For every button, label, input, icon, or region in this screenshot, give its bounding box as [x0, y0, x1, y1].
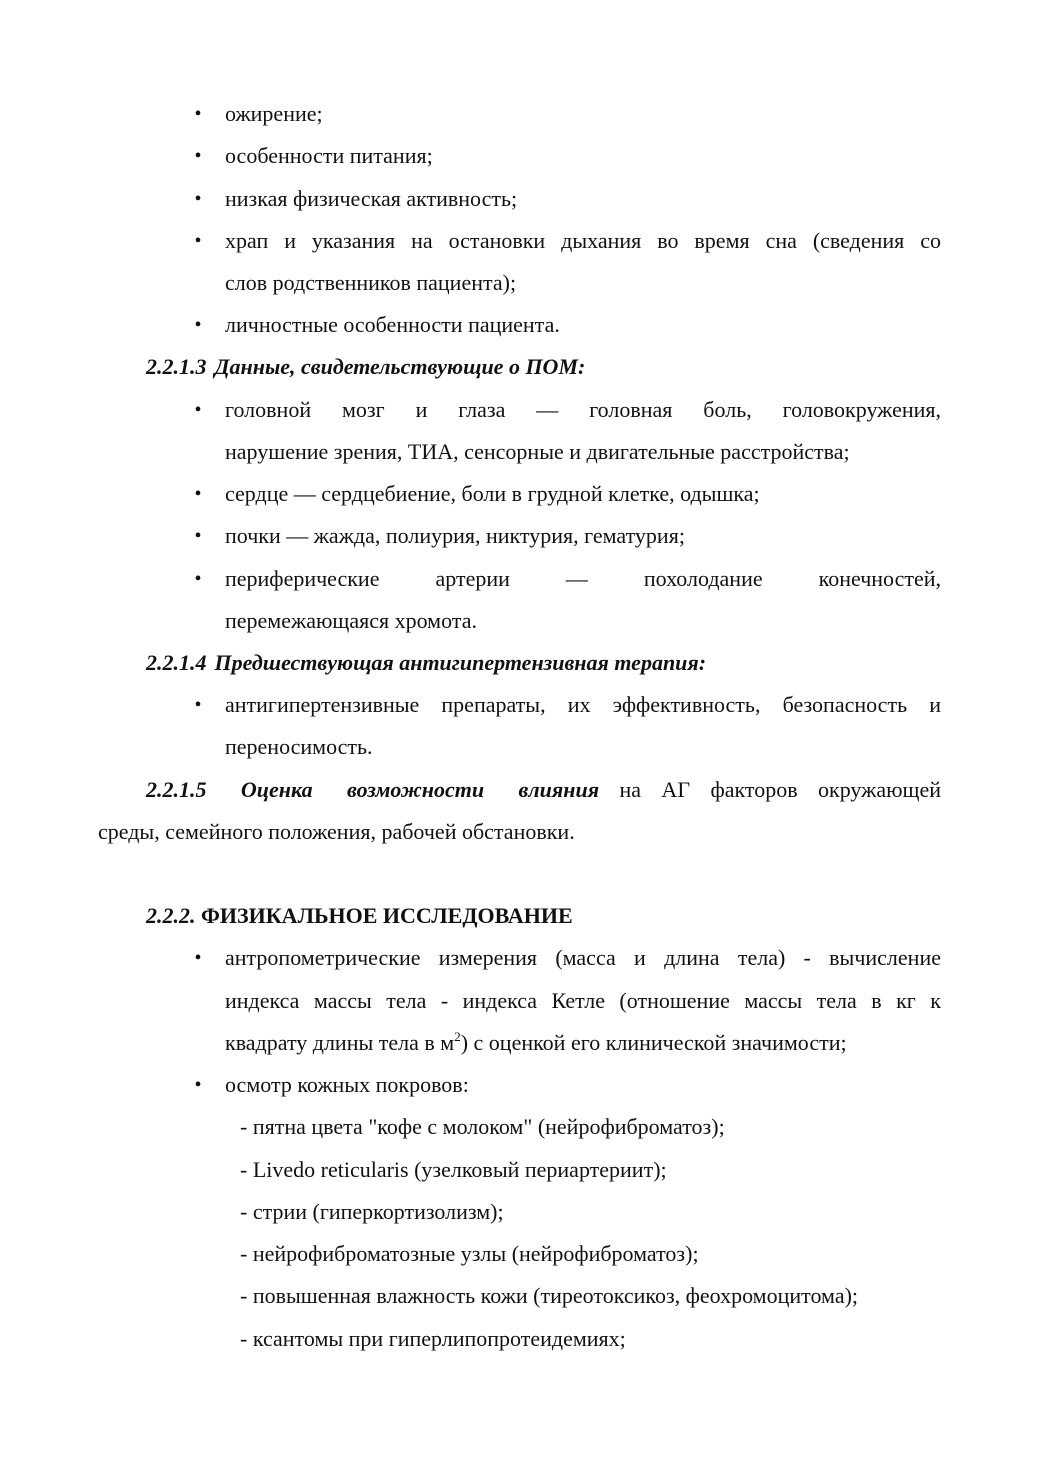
section-number: 2.2.2. — [146, 903, 196, 928]
paragraph-2215 — [146, 769, 941, 811]
list-item: сердце — сердцебиение, боли в грудной клетке, одышка; — [225, 481, 760, 506]
list-item: личностные особенности пациента. — [225, 312, 560, 337]
bullet: • — [194, 230, 202, 252]
dash-item: - Livedo reticularis (узелковый периартериит); — [240, 1157, 667, 1182]
bullet: • — [194, 314, 202, 336]
dash-item: - нейрофиброматозные узлы (нейрофиброматоз); — [240, 1241, 699, 1266]
text: квадрату длины тела в м — [225, 1030, 455, 1055]
subsection-heading — [146, 642, 706, 684]
section-title: ФИЗИКАЛЬНОЕ ИССЛЕДОВАНИЕ — [201, 903, 573, 928]
paragraph-text: на АГ факторов окружающей — [619, 777, 942, 802]
heading-title: Предшествующая антигипертензивная терапия: — [214, 650, 707, 675]
list-item: антигипертензивные препараты, их эффективность, безопасность и — [225, 692, 941, 717]
list-item-continuation: индекса массы тела - индекса Кетле (отношение массы тела в кг к — [225, 988, 941, 1013]
subsection-heading — [146, 346, 585, 388]
bullet: • — [194, 1074, 202, 1096]
paragraph-bold-lead: 2.2.1.5 Оценка возможности влияния — [146, 777, 600, 802]
bullet: • — [194, 188, 202, 210]
list-item-continuation: переносимость. — [225, 734, 373, 759]
bullet: • — [194, 947, 202, 969]
bullet: • — [194, 103, 202, 125]
bullet: • — [194, 694, 202, 716]
list-item: головной мозг и глаза — головная боль, головокружения, — [225, 397, 941, 422]
heading-title: Данные, свидетельствующие о ПОМ: — [214, 354, 586, 379]
list-item: храп и указания на остановки дыхания во время сна (сведения со — [225, 228, 941, 253]
list-item-continuation: перемежающаяся хромота. — [225, 608, 477, 633]
list-item: особенности питания; — [225, 143, 433, 168]
paragraph-continuation: среды, семейного положения, рабочей обстановки. — [98, 819, 575, 844]
section-heading — [146, 895, 573, 937]
dash-item: - пятна цвета "кофе с молоком" (нейрофиброматоз); — [240, 1114, 725, 1139]
heading-number: 2.2.1.3 — [146, 354, 207, 379]
list-item: ожирение; — [225, 101, 323, 126]
list-item: почки — жажда, полиурия, никтурия, гематурия; — [225, 523, 685, 548]
bullet: • — [194, 525, 202, 547]
text: ) с оценкой его клинической значимости; — [460, 1030, 847, 1055]
bullet: • — [194, 568, 202, 590]
list-item-continuation: слов родственников пациента); — [225, 270, 517, 295]
bullet: • — [194, 399, 202, 421]
bullet: • — [194, 145, 202, 167]
list-item: антропометрические измерения (масса и длина тела) - вычисление — [225, 945, 941, 970]
superscript: 2 — [454, 1029, 461, 1044]
dash-item: - ксантомы при гиперлипопротеидемиях; — [240, 1326, 626, 1351]
bullet: • — [194, 483, 202, 505]
list-item-continuation: нарушение зрения, ТИА, сенсорные и двигательные расстройства; — [225, 439, 850, 464]
list-item-continuation — [225, 1022, 941, 1064]
list-item: осмотр кожных покровов: — [225, 1072, 469, 1097]
list-item: периферические артерии — похолодание конечностей, — [225, 566, 941, 591]
dash-item: - повышенная влажность кожи (тиреотоксикоз, феохромоцитома); — [240, 1283, 859, 1308]
heading-number: 2.2.1.4 — [146, 650, 207, 675]
dash-item: - стрии (гиперкортизолизм); — [240, 1199, 504, 1224]
list-item: низкая физическая активность; — [225, 186, 518, 211]
